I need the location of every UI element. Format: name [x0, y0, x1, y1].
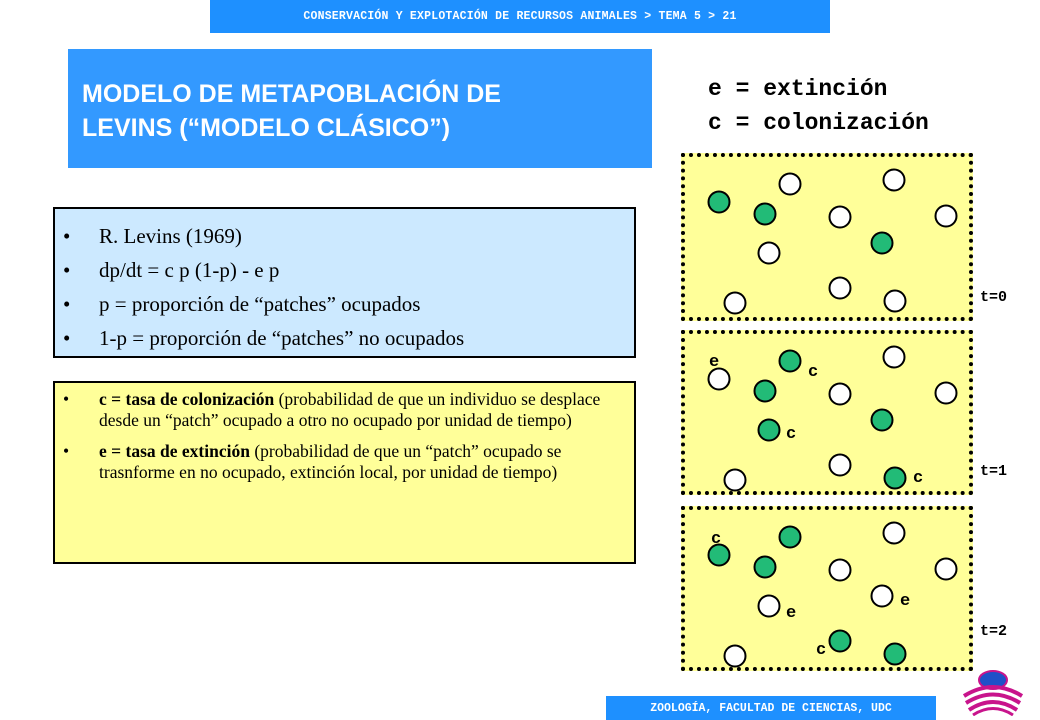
patch-occupied [872, 233, 893, 254]
patch-occupied [709, 192, 730, 213]
patch-diagram-t2 [685, 510, 977, 675]
title-line-1: MODELO DE METAPOBLACIÓN DE [82, 80, 501, 108]
patch-empty [884, 523, 905, 544]
patch-empty [725, 470, 746, 491]
footer-bar: ZOOLOGÍA, FACULTAD DE CIENCIAS, UDC [606, 696, 936, 720]
patch-empty [885, 291, 906, 312]
patch-empty [936, 559, 957, 580]
legend-extinction: e = extinción [708, 76, 888, 102]
rates-definition-box [53, 381, 636, 564]
event-label: e [786, 604, 797, 623]
patch-diagram-t1 [685, 334, 977, 499]
patch-occupied [885, 644, 906, 665]
event-label: c [711, 530, 722, 549]
legend [708, 72, 929, 140]
patch-occupied [885, 468, 906, 489]
list-item: • dp/dt = c p (1-p) - e p [99, 253, 634, 287]
university-logo-icon [960, 664, 1026, 716]
patch-empty [830, 455, 851, 476]
list-item: • R. Levins (1969) [99, 219, 634, 253]
event-label: e [709, 353, 720, 372]
patch-panel-t0 [681, 153, 973, 321]
patch-empty [884, 170, 905, 191]
patch-empty [884, 347, 905, 368]
time-label-t0: t=0 [980, 289, 1008, 306]
title-line-2: LEVINS (“MODELO CLÁSICO”) [82, 114, 451, 142]
patch-occupied [780, 351, 801, 372]
patch-panel-t1 [681, 330, 973, 495]
patch-occupied [780, 527, 801, 548]
description: (probabilidad de que un “patch” ocupado se trasnforme en no ocupado, extinción local, por unidad de tiempo) [99, 441, 562, 482]
patch-empty [830, 560, 851, 581]
header-breadcrumb: CONSERVACIÓN Y EXPLOTACIÓN DE RECURSOS ANIMALES > TEMA 5 > 21 [210, 0, 830, 33]
description: (probabilidad de que un individuo se desplace desde un “patch” ocupado a otro no ocupado por unidad de tiempo) [99, 389, 601, 430]
time-label-t1: t=1 [980, 463, 1008, 480]
patch-empty [830, 278, 851, 299]
patch-empty [725, 646, 746, 667]
patch-empty [936, 206, 957, 227]
list-item [99, 441, 626, 483]
patch-occupied [872, 410, 893, 431]
event-label: c [786, 425, 797, 444]
event-label: e [900, 592, 911, 611]
patch-empty [830, 384, 851, 405]
list-item: • p = proporción de “patches” ocupados [99, 287, 634, 321]
slide-title [68, 49, 652, 168]
patch-occupied [755, 381, 776, 402]
patch-occupied [755, 557, 776, 578]
patch-empty [830, 207, 851, 228]
patch-diagram-t0 [685, 157, 977, 325]
time-label-t2: t=2 [980, 623, 1008, 640]
patch-empty [759, 596, 780, 617]
patch-occupied [755, 204, 776, 225]
list-item [99, 389, 626, 431]
levins-summary-box [53, 207, 636, 358]
list-item: • 1-p = proporción de “patches” no ocupados [99, 321, 634, 355]
patch-empty [780, 174, 801, 195]
patch-occupied [759, 420, 780, 441]
patch-panel-t2 [681, 506, 973, 671]
event-label: c [816, 641, 827, 660]
definition-list [55, 383, 634, 483]
term: e = tasa de extinción [99, 441, 250, 461]
patch-occupied [830, 631, 851, 652]
legend-colonization: c = colonización [708, 110, 929, 136]
event-label: c [913, 469, 924, 488]
term: c = tasa de colonización [99, 389, 275, 409]
patch-empty [725, 293, 746, 314]
patch-empty [872, 586, 893, 607]
summary-list [55, 209, 634, 355]
patch-empty [759, 243, 780, 264]
event-label: c [808, 363, 819, 382]
patch-empty [936, 383, 957, 404]
